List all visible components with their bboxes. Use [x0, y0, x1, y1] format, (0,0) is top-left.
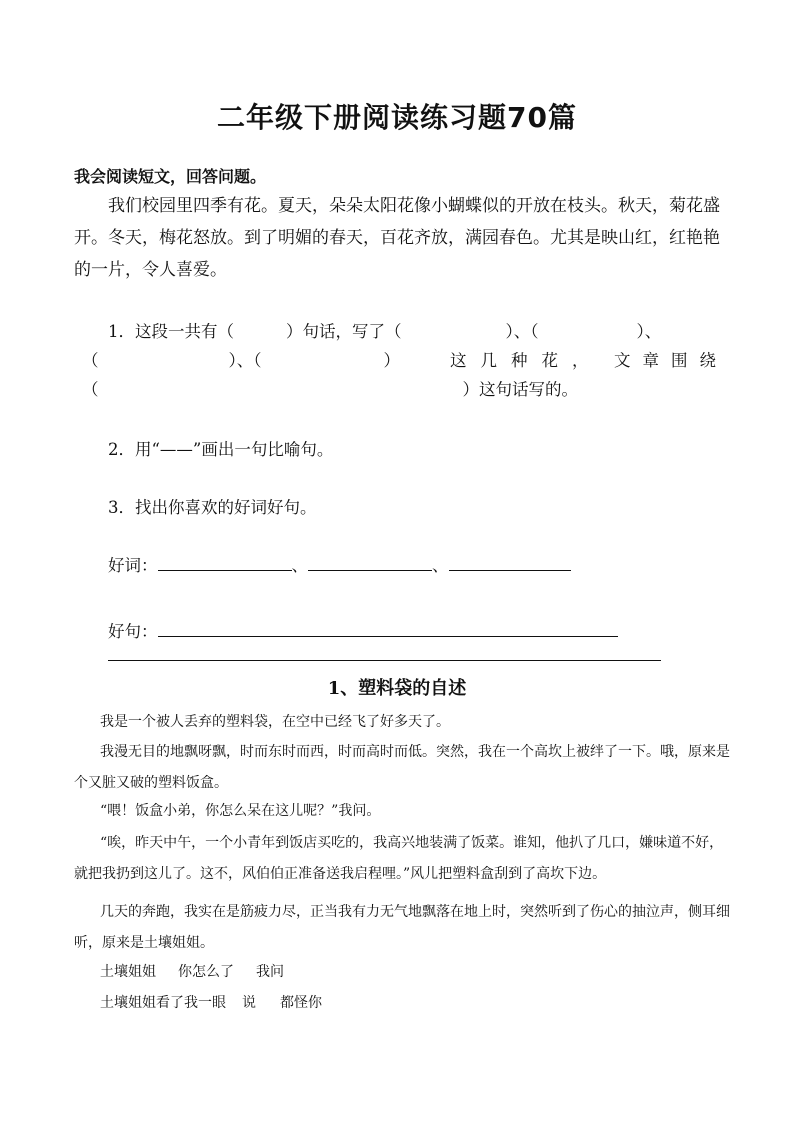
story-text: “唉，昨天中午，一个小青年到饭店买吃的，我高兴地装满了饭菜。谁知，他扒了几口，嫌味道不好，就把我扔到这儿了。这不，风伯伯正准备送我启程哩。”风儿把塑料盒刮到了高坎下边。	[74, 835, 724, 882]
q1-text: ）、（	[505, 322, 539, 341]
good-words-label: 好词：	[108, 556, 158, 575]
question-number: 1．	[108, 322, 135, 341]
story-paragraph: “喂！饭盒小弟，你怎么呆在这儿呢？”我问。	[100, 803, 381, 819]
q1-text: 这段一共有（	[135, 322, 234, 341]
q1-text: ）这句话写的。	[462, 380, 578, 399]
story-text: 你怎么了	[178, 964, 234, 980]
story-paragraph: 我是一个被人丢弃的塑料袋，在空中已经飞了好多天了。	[100, 714, 450, 730]
document-title: 二年级下册阅读练习题70篇	[217, 101, 577, 134]
question-1-line-3	[82, 376, 578, 400]
question-3: 3．找出你喜欢的好词好句。	[108, 498, 317, 517]
story-line-6	[100, 961, 284, 981]
story-text: 土壤姐姐看了我一眼	[100, 995, 226, 1011]
question-1-line-1	[108, 318, 661, 342]
separator: 、	[291, 556, 308, 575]
separator: 、	[432, 556, 449, 575]
q1-text: ）、（	[228, 351, 262, 370]
q1-text: ）、	[636, 322, 662, 341]
question-1-line-2	[82, 347, 400, 371]
answer-blank[interactable]	[158, 618, 618, 637]
story-line-7	[100, 992, 322, 1012]
q1-text: （	[82, 380, 99, 399]
instruction: 我会阅读短文，回答问题。	[74, 167, 267, 186]
q1-text: （	[82, 351, 99, 370]
good-sentence-label: 好句：	[108, 622, 158, 641]
story-text: 说	[242, 995, 256, 1011]
good-sentence-row	[108, 618, 618, 642]
question-2: 2．用“——”画出一句比喻句。	[108, 440, 334, 459]
story-text: 几天的奔跑，我实在是筋疲力尽，正当我有力无气地飘落在地上时，突然听到了伤心的抽泣声，侧耳细听，原来是土壤姐姐。	[74, 904, 730, 951]
story-paragraph	[74, 828, 734, 890]
passage-text: 我们校园里四季有花。夏天，朵朵太阳花像小蝴蝶似的开放在枝头。秋天，菊花盛开。冬天，梅花怒放。到了明媚的春天，百花齐放，满园春色。尤其是映山红，红艳艳的一片，令人喜爱。	[74, 196, 720, 280]
story-paragraph	[74, 737, 734, 799]
story-text: 我漫无目的地飘呀飘，时而东时而西，时而高时而低。突然，我在一个高坎上被绊了一下。哦，原来是个又脏又破的塑料饭盒。	[74, 744, 730, 791]
story-text: 都怪你	[280, 995, 322, 1011]
q1-text: ）句话，写了（	[286, 322, 402, 341]
q1-text: 这几种花，	[450, 351, 603, 370]
answer-line[interactable]	[108, 660, 661, 661]
answer-blank[interactable]	[308, 552, 432, 571]
reading-passage	[74, 190, 724, 286]
answer-blank[interactable]	[449, 552, 571, 571]
story-paragraph	[74, 897, 734, 959]
q1-text: ）	[383, 351, 400, 370]
story-heading: 1、塑料袋的自述	[327, 678, 467, 699]
answer-blank[interactable]	[158, 552, 292, 571]
q1-text: 文章围绕	[614, 351, 728, 370]
story-text: 我问	[256, 964, 284, 980]
good-words-row	[108, 552, 571, 576]
story-text: 土壤姐姐	[100, 964, 156, 980]
